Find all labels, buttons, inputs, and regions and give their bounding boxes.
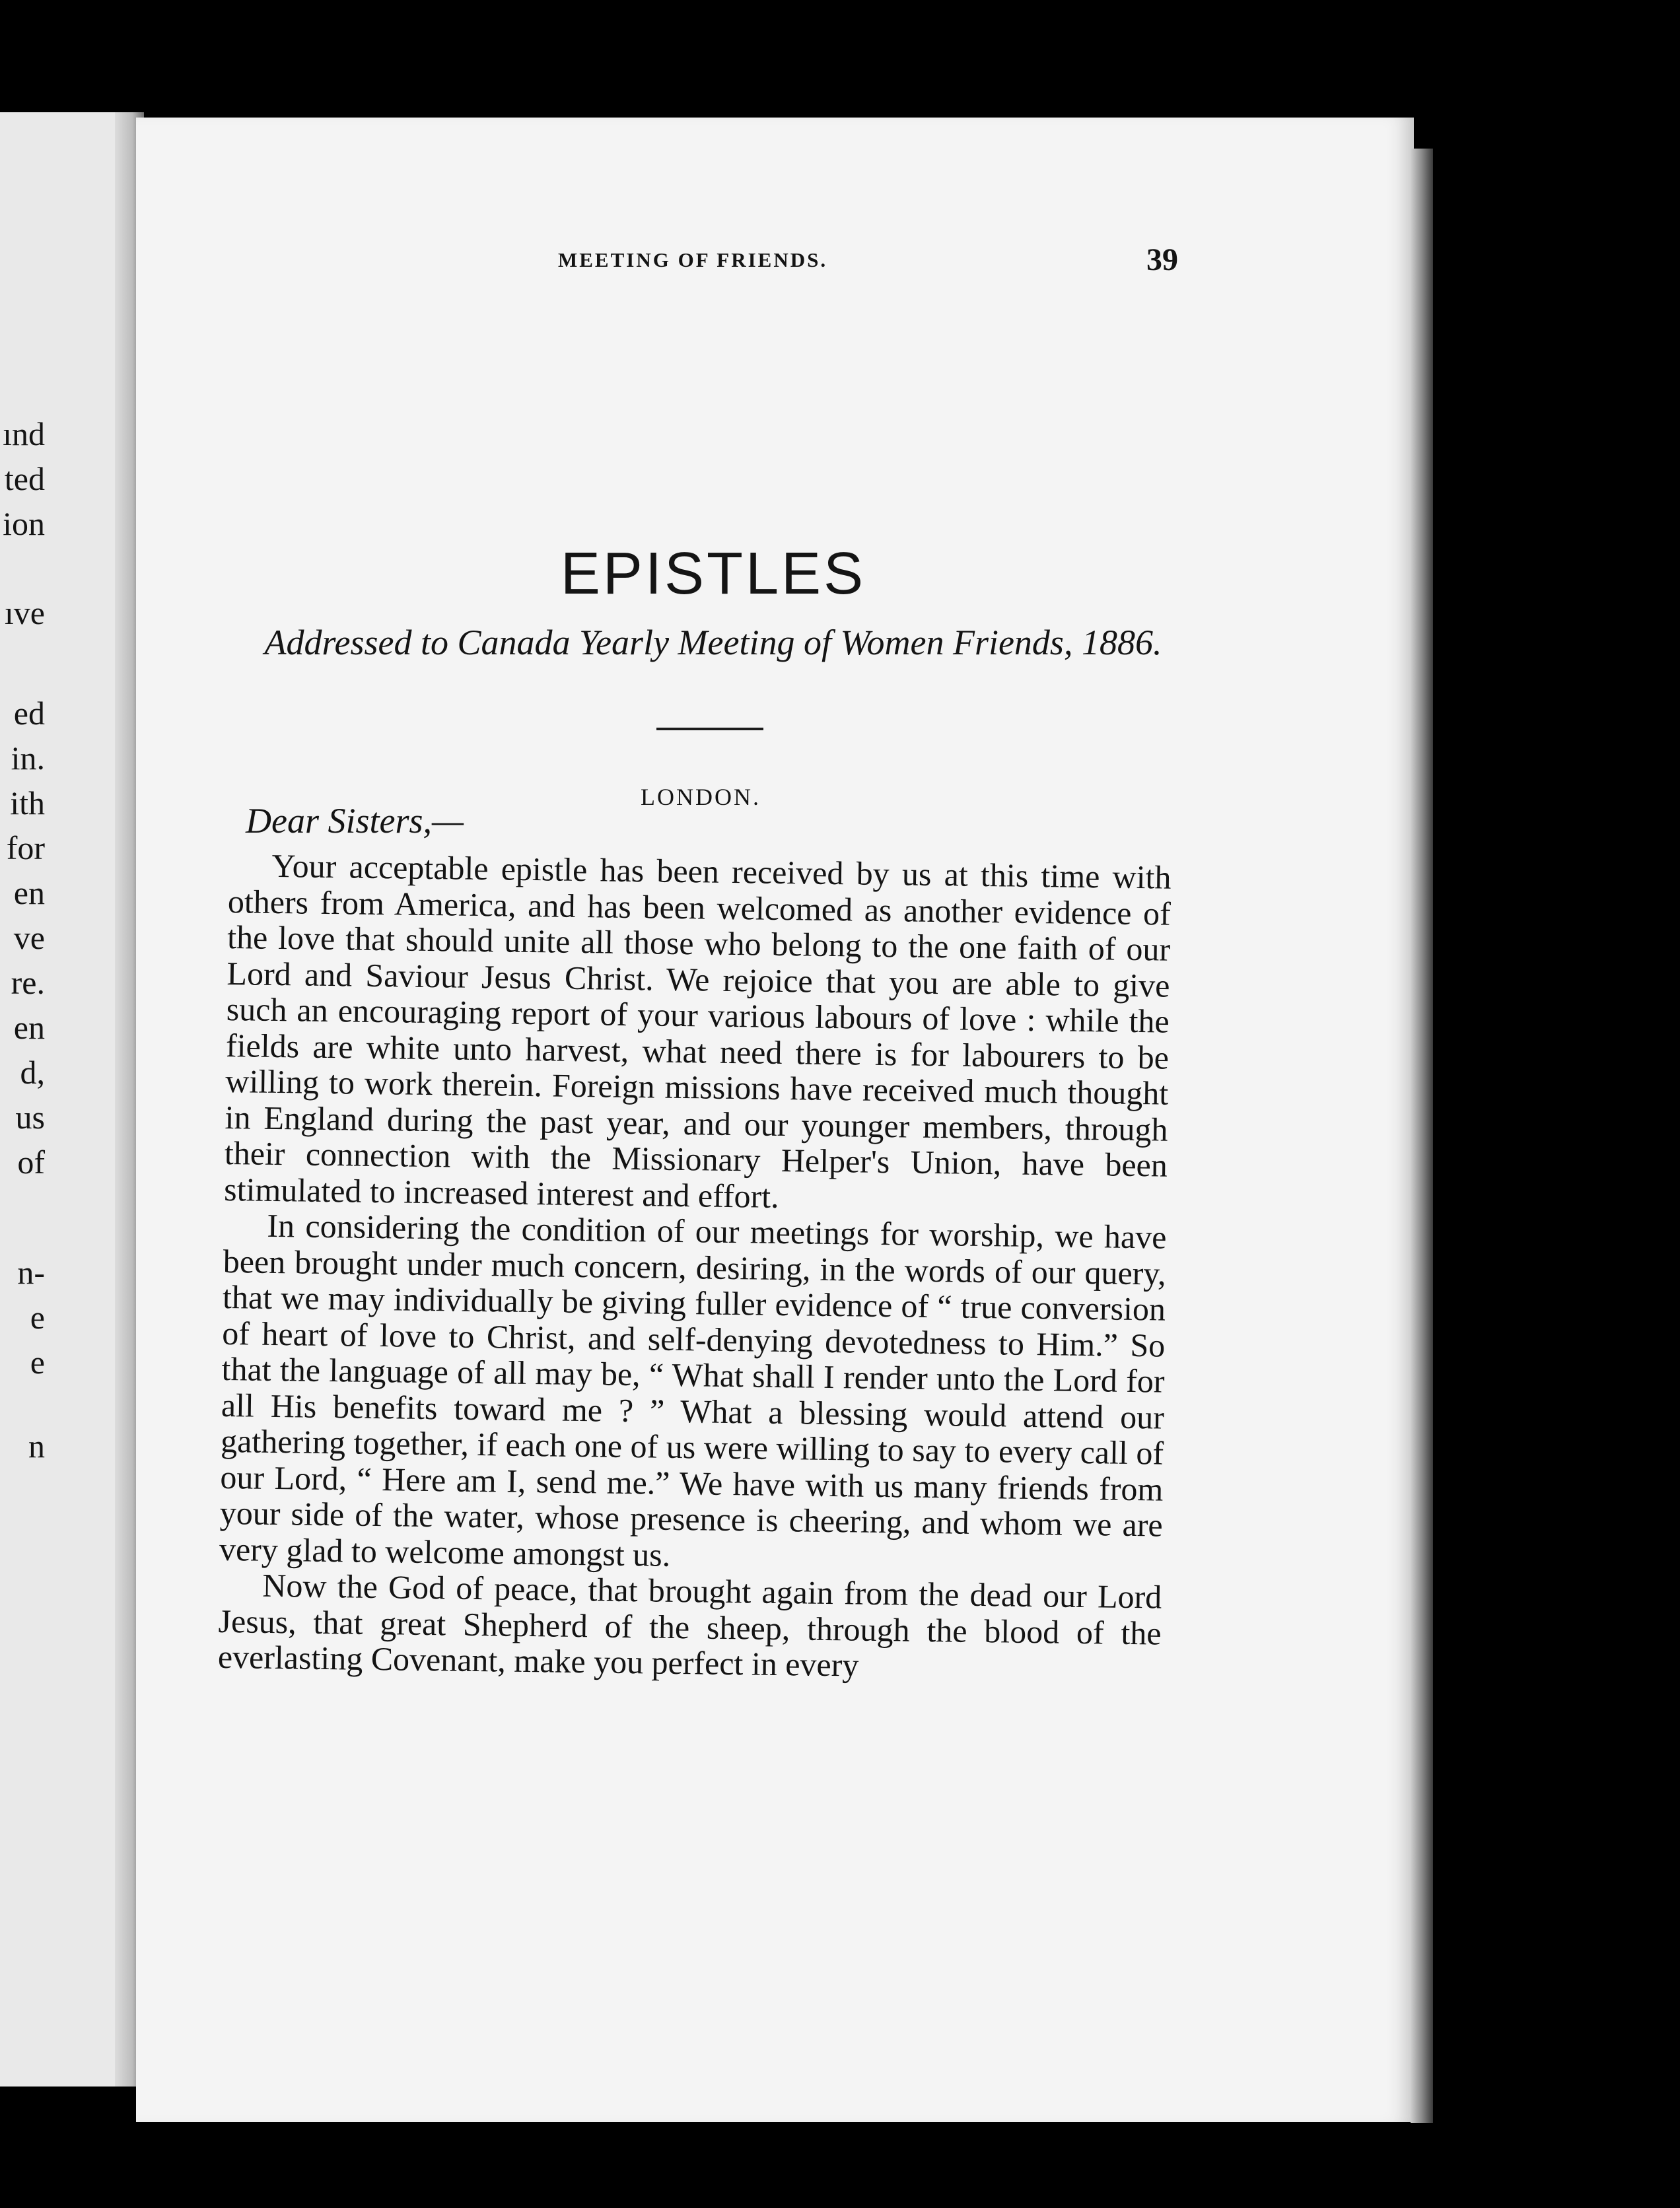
running-header	[423, 242, 1202, 288]
left-page-fragment: ıve	[4, 594, 45, 631]
left-page-fragment: d,	[20, 1054, 45, 1091]
running-title: MEETING OF FRIENDS.	[558, 248, 828, 271]
left-page-fragment: re.	[11, 964, 45, 1001]
left-page-fragment: ed	[13, 695, 45, 732]
left-page-fragment: for	[6, 829, 45, 866]
paragraph: Your acceptable epistle has been received by us at this time with others from America, and has been welcomed as another evidence of the love that should unite all those who belong to the one faith of our Lord and Saviour Jesus Christ. We rejoice that you are able to give such an encouraging report of your various labours of love : while the fields are white unto harvest, what need there is for labourers to be willing to work therein. Foreign missions have received much thought in England during the past year, and our younger members, through their connection with the Missionary Helper's Union, have been stimulated to increased interest and effort.	[223, 846, 1172, 1215]
left-page-fragment: ted	[4, 460, 45, 497]
page-number: 39	[1146, 242, 1178, 277]
left-page-fragment: e	[30, 1299, 45, 1336]
page-subtitle: Addressed to Canada Yearly Meeting of Women Friends, 1886.	[264, 623, 1162, 662]
place-heading: LONDON.	[641, 784, 761, 810]
left-page-fragment: us	[15, 1099, 45, 1136]
page-edge	[1411, 149, 1433, 2123]
left-page-fragment: en	[13, 874, 45, 911]
section-rule	[656, 728, 763, 730]
paragraph: In considering the condition of our meetings for worship, we have been brought under much concern, desiring, in the words of our query, that we may individually be giving fuller evidence of “ true conversion of heart of love to Christ, and self-denying devotedness to Him.” So that the language of all may be, “ What shall I render unto the Lord for all His benefits toward me ? ” What a blessing would attend our gathering together, if each one of us were willing to say to every call of our Lord, “ Here am I, send me.” We have with us many friends from your side of the water, whose presence is cheering, and whom we are very glad to welcome amongst us.	[219, 1206, 1167, 1573]
paragraph: Now the God of peace, that brought again from the dead our Lord Jesus, that great Shepherd of the sheep, through the blood of the everlasting Covenant, make you perfect in every	[217, 1566, 1162, 1684]
left-page-fragment: en	[13, 1009, 45, 1046]
page-title: EPISTLES	[560, 541, 866, 607]
left-page-fragment: in.	[11, 740, 45, 776]
salutation: Dear Sisters,—	[246, 801, 464, 841]
left-page-fragment: of	[17, 1144, 45, 1181]
left-page-fragment: ith	[10, 784, 45, 821]
left-page-fragment: e	[30, 1344, 45, 1381]
epistle-body	[218, 847, 1172, 1687]
left-page-fragment: ion	[3, 505, 45, 542]
left-page-fragment: n	[28, 1428, 45, 1465]
left-page-fragment: ınd	[3, 415, 45, 452]
left-page-fragment: n-	[17, 1254, 45, 1291]
left-page-fragment: ve	[13, 919, 45, 956]
